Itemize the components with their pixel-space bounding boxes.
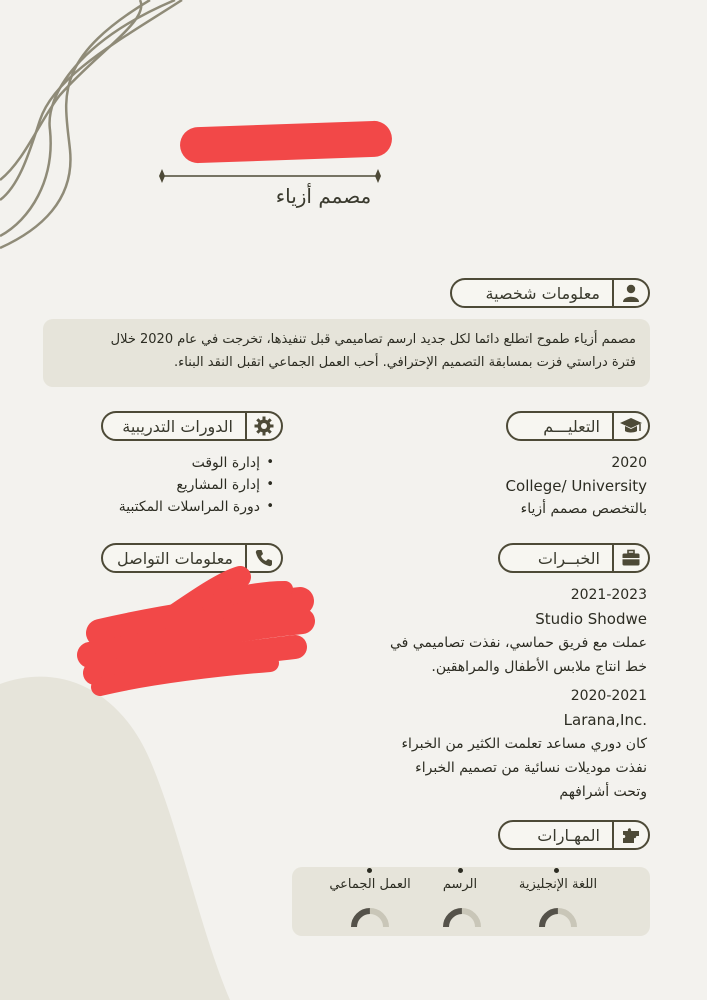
gear-icon — [245, 413, 281, 439]
graduation-cap-icon — [612, 413, 648, 439]
experience-company: Studio Shodwe — [535, 610, 647, 628]
experience-description: عملت مع فريق حماسي، نفذت تصاميمي في — [389, 635, 647, 651]
section-header-education — [506, 411, 650, 441]
section-title: معلومات التواصل — [116, 548, 233, 568]
section-title: الدورات التدريبية — [122, 416, 233, 436]
puzzle-icon — [612, 822, 648, 848]
courses-list-container — [74, 452, 274, 518]
education-major: بالتخصص مصمم أزياء — [520, 501, 647, 517]
name-redaction — [179, 120, 392, 163]
summary-line: مصمم أزياء طموح اتطلع دائما لكل جديد ارسم تصاميمي قبل تنفيذها، تخرجت في عام 2020 خلال — [110, 332, 636, 347]
skill-gauge — [442, 905, 482, 929]
skill-gauge — [538, 905, 578, 929]
education-year: 2020 — [611, 455, 647, 471]
experience-period: 2020-2021 — [570, 688, 647, 704]
skill-label: الرسم — [442, 877, 478, 892]
section-title: الخبــرات — [537, 548, 600, 568]
briefcase-icon — [612, 545, 648, 571]
skill-item — [420, 877, 500, 892]
skill-item — [320, 877, 420, 892]
experience-company: Larana,Inc. — [563, 711, 647, 729]
education-details — [447, 452, 647, 521]
education-school: College/ University — [505, 477, 647, 495]
summary-line: فترة دراستي فزت بمسابقة التصميم الإحترافي. أحب العمل الجماعي اتقبل النقد البناء. — [174, 355, 636, 370]
summary-panel — [43, 319, 650, 387]
experience-entry — [367, 684, 647, 804]
skill-label: اللغة الإنجليزية — [518, 877, 598, 892]
experience-entry — [367, 583, 647, 679]
skill-label: العمل الجماعي — [329, 877, 411, 892]
list-item: • إدارة المشاريع — [74, 474, 274, 496]
skill-dot — [367, 868, 372, 873]
skill-dot — [554, 868, 559, 873]
section-header-courses — [101, 411, 283, 441]
user-icon — [612, 280, 648, 306]
list-item: • دورة المراسلات المكتبية — [74, 496, 274, 518]
job-title: مصمم أزياء — [275, 184, 372, 208]
list-item: • إدارة الوقت — [74, 452, 274, 474]
skill-item — [508, 877, 608, 892]
experience-description: خط انتاج ملابس الأطفال والمراهقين. — [431, 659, 647, 675]
skill-dot — [458, 868, 463, 873]
section-header-experience — [498, 543, 650, 573]
experience-period: 2021-2023 — [570, 587, 647, 603]
section-title: معلومات شخصية — [485, 283, 600, 303]
experience-description: كان دوري مساعد تعلمت الكثير من الخبراء — [401, 736, 647, 752]
section-header-personal-info — [450, 278, 650, 308]
courses-list — [74, 452, 274, 518]
title-divider — [156, 168, 384, 184]
contact-info-redaction — [70, 565, 315, 705]
skill-gauge — [350, 905, 390, 929]
experience-description: نفذت موديلات نسائية من تصميم الخبراء — [415, 760, 647, 776]
section-title: المهـارات — [537, 825, 600, 845]
experience-description: وتحت أشرافهم — [559, 784, 647, 800]
section-header-skills — [498, 820, 650, 850]
section-title: التعليـــم — [543, 416, 600, 436]
decorative-lines — [0, 0, 200, 260]
